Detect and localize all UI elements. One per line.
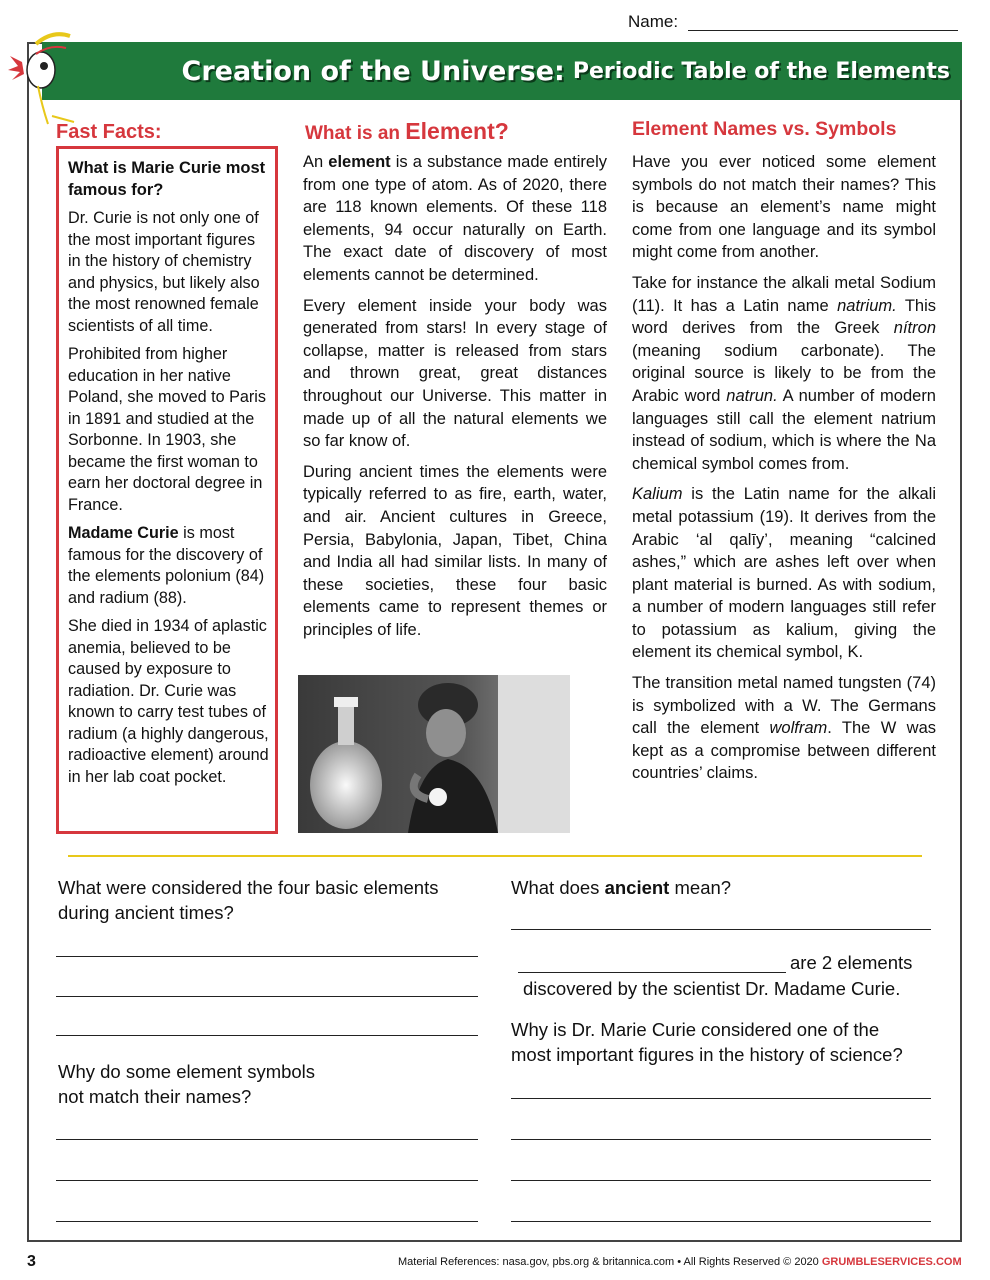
answer-line[interactable] [511, 929, 931, 930]
page-title-sub: Periodic Table of the Elements [572, 58, 950, 84]
page-title [60, 42, 950, 100]
names-paragraph: Have you ever noticed some element symbols do not match their names? This is because an element’s name might come from one language and its symbol might come from another. [632, 153, 936, 262]
answer-line[interactable] [56, 1035, 478, 1036]
section-divider [68, 855, 922, 857]
fast-facts-paragraph: Dr. Curie is not only one of the most important figures in the history of chemistry and physics, but likely also the most renowned female scientists of all time. [68, 209, 260, 335]
names-paragraph: Kalium is the Latin name for the alkali metal potassium (19). It derives from the Arabic ‘al qalīy’, meaning “calcined ashes,” which are ashes left over when plant material is burned. As with sodium, a number of modern languages still refer to potassium as kalium, giving the element its chemical symbol, K. [632, 485, 936, 662]
name-field[interactable] [688, 30, 958, 31]
fast-facts-paragraph: She died in 1934 of aplastic anemia, believed to be caused by exposure to radiation. Dr. Curie was known to carry test tubes of radium (a highly dangerous, radioactive element) around in her lab coat pocket. [68, 617, 269, 786]
fast-facts-paragraph: Prohibited from higher education in her native Poland, she moved to Paris in 1891 and studied at the Sorbonne. In 1903, she became the first woman to earn her doctoral degree in France. [68, 345, 266, 514]
question-symbols: Why do some element symbols not match their names? [58, 1061, 316, 1107]
answer-line[interactable] [511, 1139, 931, 1140]
name-label: Name: [628, 12, 679, 31]
brand-link[interactable]: GRUMBLESERVICES.COM [821, 1256, 962, 1268]
answer-line[interactable] [511, 1098, 931, 1099]
footer-references: Material References: nasa.gov, pbs.org & britannica.com • All Rights Reserved © 2020 GRUMBLESERVICES.COM [398, 1256, 962, 1268]
fast-facts-question: What is Marie Curie most famous for? [68, 159, 266, 199]
question-two-elements: are 2 elements [790, 952, 913, 973]
question-four-elements: What were considered the four basic elements during ancient times? [58, 877, 439, 923]
element-paragraph: An element is a substance made entirely from one type of atom. As of 2020, there are 118 known elements. Of these 118 elements, 94 occur naturally on Earth. The exact date of discovery of most elements cannot be determined. [303, 153, 607, 284]
bold-term: Madame Curie [68, 524, 179, 542]
fast-facts-box [56, 146, 278, 834]
page-title-main: Creation of the Universe: [181, 55, 565, 87]
names-paragraph: The transition metal named tungsten (74) is symbolized with a W. The Germans call the element wolfram. The W was kept as a compromise between different countries’ claims. [632, 674, 936, 783]
question-curie-importance: Why is Dr. Marie Curie considered one of the most important figures in the history of science? [511, 1019, 903, 1065]
question-ancient: What does ancient mean? [511, 877, 732, 898]
fast-facts-paragraph: Madame Curie is most famous for the discovery of the elements polonium (84) and radium (88). [68, 524, 265, 607]
bird-mascot-icon [8, 26, 78, 126]
answer-line[interactable] [56, 1180, 478, 1181]
answer-line[interactable] [511, 1180, 931, 1181]
element-paragraph: Every element inside your body was generated from stars! In every stage of collapse, matter is released from stars and thrown great, great distances throughout our Universe. This matter in made up of all the natural elements we so far know of. [303, 296, 607, 451]
element-section-heading: What is an Element? [305, 118, 509, 144]
element-section-body [303, 151, 607, 649]
names-symbols-body [632, 151, 936, 793]
answer-line[interactable] [56, 956, 478, 957]
element-paragraph: During ancient times the elements were typically referred to as fire, earth, water, and air. Ancient cultures in Greece, Persia, Babylonia, Japan, Tibet, China and India all had similar lists. In many of these societies, these four basic elements came to represent themes or principles of life. [303, 462, 607, 639]
answer-line[interactable] [511, 1221, 931, 1222]
answer-line[interactable] [56, 1139, 478, 1140]
names-symbols-heading: Element Names vs. Symbols [632, 118, 897, 140]
answer-line[interactable] [56, 996, 478, 997]
page-number: 3 [27, 1253, 36, 1270]
marie-curie-photo [298, 675, 570, 833]
question-two-elements-cont: discovered by the scientist Dr. Madame Curie. [523, 978, 901, 999]
names-paragraph: Take for instance the alkali metal Sodium (11). It has a Latin name natrium. This word derives from the Greek nítron (meaning sodium carbonate). The original source is likely to be from the Arabic word natrun. A number of modern languages still call the element natrium instead of sodium, which is where the Na chemical symbol comes from. [632, 273, 936, 473]
answer-line[interactable] [56, 1221, 478, 1222]
fill-in-blank[interactable] [518, 972, 786, 973]
fast-facts-heading: Fast Facts: [56, 121, 162, 143]
